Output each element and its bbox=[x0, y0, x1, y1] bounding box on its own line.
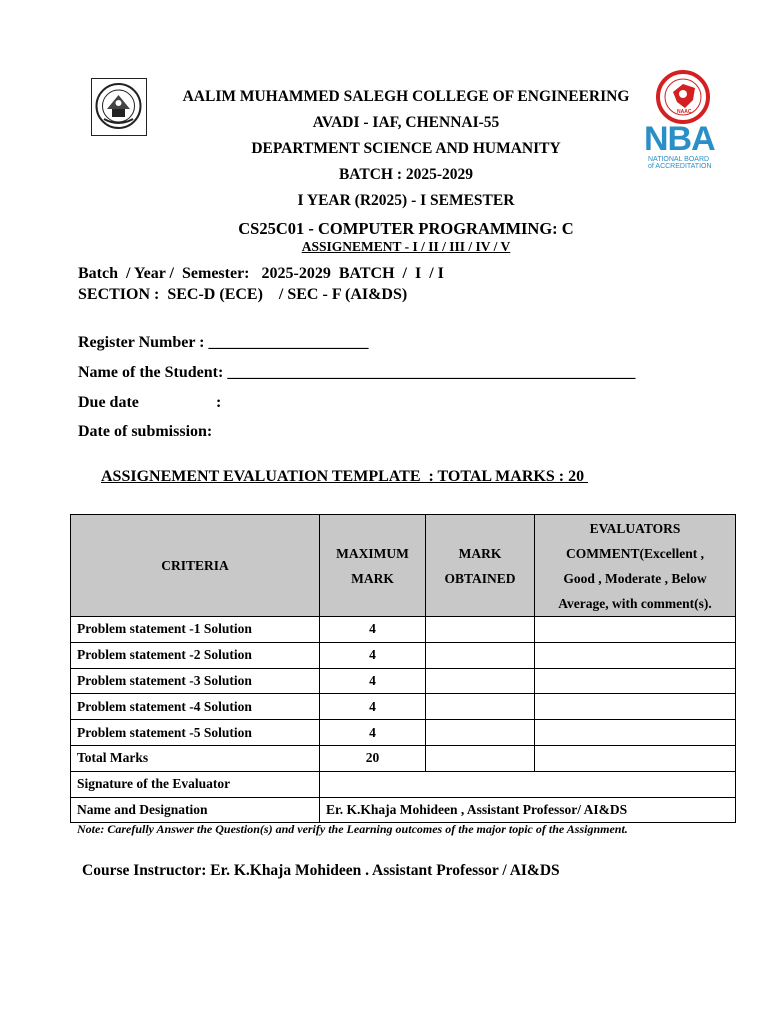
batch-line: Batch / Year / Semester: 2025-2029 BATCH / I / I bbox=[78, 265, 444, 282]
evaluation-table bbox=[70, 514, 736, 823]
total-label-cell: Total Marks bbox=[71, 745, 320, 771]
table-header-row bbox=[71, 515, 736, 617]
comment-cell[interactable] bbox=[535, 642, 736, 668]
nba-caption-1: NATIONAL BOARD bbox=[648, 156, 710, 163]
max-mark-cell: 4 bbox=[320, 668, 426, 694]
evaluator-comment-header: EVALUATORS COMMENT(Excellent , Good , Moderate , Below Average, with comment(s). bbox=[535, 515, 736, 617]
criteria-header: CRITERIA bbox=[71, 515, 320, 617]
comment-cell[interactable] bbox=[535, 668, 736, 694]
comment-cell[interactable] bbox=[535, 694, 736, 720]
designation-label: Name and Designation bbox=[71, 797, 320, 823]
college-address: AVADI - IAF, CHENNAI-55 bbox=[312, 114, 500, 131]
mark-obtained-cell[interactable] bbox=[426, 642, 535, 668]
course-instructor: Course Instructor: Er. K.Khaja Mohideen . Assistant Professor / AI&DS bbox=[82, 862, 560, 879]
nba-caption-2: of ACCREDITATION bbox=[648, 163, 712, 170]
criteria-cell: Problem statement -2 Solution bbox=[71, 642, 320, 668]
total-max-cell: 20 bbox=[320, 745, 426, 771]
criteria-cell: Problem statement -5 Solution bbox=[71, 720, 320, 746]
register-number-field: Register Number : ____________________ bbox=[78, 334, 369, 351]
due-date-colon: : bbox=[216, 394, 222, 411]
criteria-cell: Problem statement -3 Solution bbox=[71, 668, 320, 694]
maximum-mark-header: MAXIMUM MARK bbox=[320, 515, 426, 617]
max-mark-cell: 4 bbox=[320, 720, 426, 746]
course-title: CS25C01 - COMPUTER PROGRAMMING: C bbox=[238, 219, 574, 238]
comment-cell[interactable] bbox=[535, 720, 736, 746]
max-mark-cell: 4 bbox=[320, 694, 426, 720]
section-line: SECTION : SEC-D (ECE) / SEC - F (AI&DS) bbox=[78, 286, 408, 303]
department-name: DEPARTMENT SCIENCE AND HUMANITY bbox=[251, 140, 561, 157]
max-mark-cell: 4 bbox=[320, 642, 426, 668]
student-name-field: Name of the Student: ___________________________________________________ bbox=[78, 364, 636, 381]
nba-wordmark: NBA bbox=[644, 120, 715, 158]
designation-value: Er. K.Khaja Mohideen , Assistant Professor/ AI&DS bbox=[320, 797, 736, 823]
naac-label: NAAC bbox=[677, 109, 692, 115]
note-text: Note: Carefully Answer the Question(s) and verify the Learning outcomes of the major topic of the Assignment. bbox=[77, 822, 628, 836]
table-row bbox=[71, 694, 736, 720]
comment-cell[interactable] bbox=[535, 617, 736, 643]
mark-obtained-cell[interactable] bbox=[426, 720, 535, 746]
college-name: AALIM MUHAMMED SALEGH COLLEGE OF ENGINEERING bbox=[182, 88, 630, 105]
year-semester: I YEAR (R2025) - I SEMESTER bbox=[297, 192, 515, 209]
assignment-numbers: ASSIGNEMENT - I / II / III / IV / V bbox=[301, 239, 511, 254]
due-date-label: Due date bbox=[78, 394, 139, 411]
evaluation-title: ASSIGNEMENT EVALUATION TEMPLATE : TOTAL MARKS : 20 bbox=[101, 468, 589, 485]
table-row bbox=[71, 642, 736, 668]
total-comment-cell[interactable] bbox=[535, 745, 736, 771]
criteria-cell: Problem statement -4 Solution bbox=[71, 694, 320, 720]
mark-obtained-header: MARK OBTAINED bbox=[426, 515, 535, 617]
mark-obtained-cell[interactable] bbox=[426, 617, 535, 643]
mark-obtained-cell[interactable] bbox=[426, 668, 535, 694]
mark-obtained-cell[interactable] bbox=[426, 694, 535, 720]
table-row bbox=[71, 617, 736, 643]
criteria-cell: Problem statement -1 Solution bbox=[71, 617, 320, 643]
signature-row bbox=[71, 771, 736, 797]
signature-cell[interactable] bbox=[320, 771, 736, 797]
submission-date-label: Date of submission: bbox=[78, 423, 213, 440]
max-mark-cell: 4 bbox=[320, 617, 426, 643]
total-obtained-cell[interactable] bbox=[426, 745, 535, 771]
designation-row bbox=[71, 797, 736, 823]
table-row bbox=[71, 720, 736, 746]
batch-heading: BATCH : 2025-2029 bbox=[338, 166, 474, 183]
table-row bbox=[71, 668, 736, 694]
signature-label: Signature of the Evaluator bbox=[71, 771, 320, 797]
total-row bbox=[71, 745, 736, 771]
